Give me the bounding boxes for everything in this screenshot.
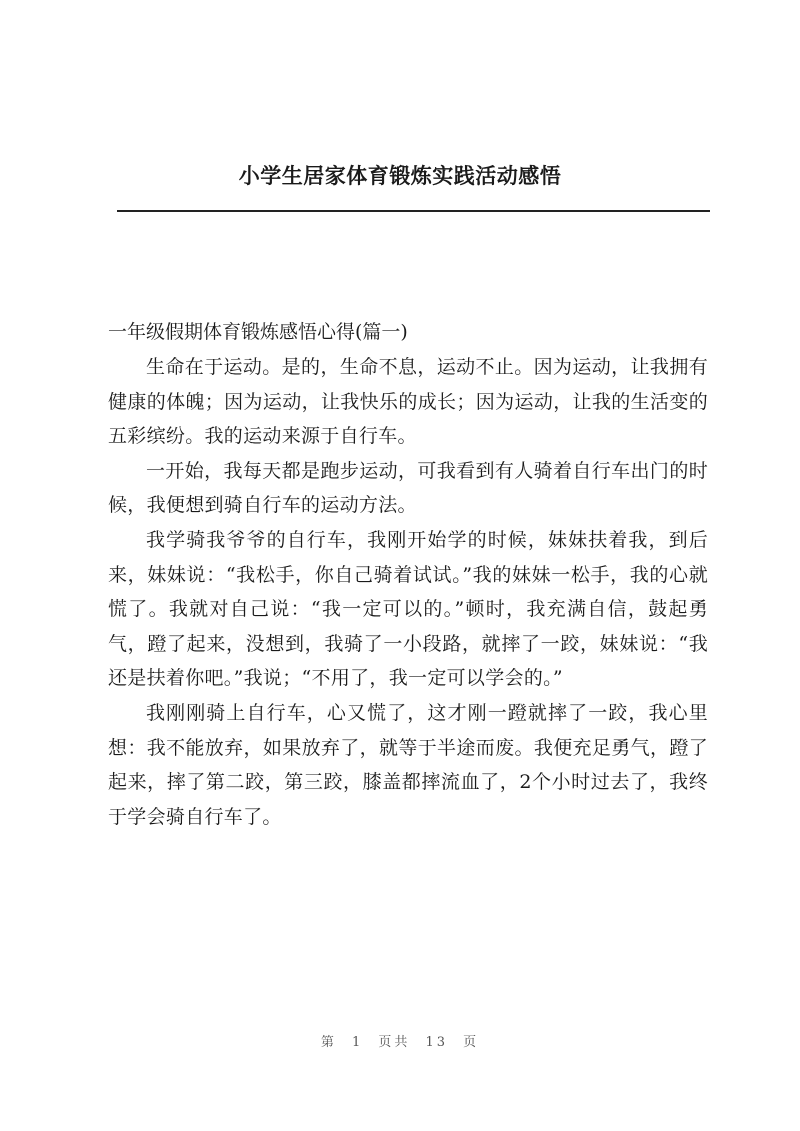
title-underline bbox=[117, 210, 710, 212]
paragraph: 我刚刚骑上自行车，心又慌了，这才刚一蹬就摔了一跤，我心里想：我不能放弃，如果放弃了，就等于半途而废。我便充足勇气，蹬了起来，摔了第二跤，第三跤，膝盖都摔流血了，2个小时过去了，我终于学会骑自行车了。 bbox=[108, 701, 708, 828]
page-number-footer: 第 1 页共 13 页 bbox=[320, 1035, 480, 1050]
paragraph: 一开始，我每天都是跑步运动，可我看到有人骑着自行车出门的时候，我便想到骑自行车的运动方法。 bbox=[108, 459, 708, 517]
document-body bbox=[108, 316, 708, 834]
paragraph: 我学骑我爷爷的自行车，我刚开始学的时候，妹妹扶着我，到后来，妹妹说：“我松手，你自己骑着试试。”我的妹妹一松手，我的心就慌了。我就对自己说：“我一定可以的。”顿时，我充满自信，鼓起勇气，蹬了起来，没想到，我骑了一小段路，就摔了一跤，妹妹说：“我还是扶着你吧。”我说；“不用了，我一定可以学会的。” bbox=[108, 528, 708, 690]
document-title: 小学生居家体育锻炼实践活动感悟 bbox=[238, 164, 562, 188]
paragraph: 生命在于运动。是的，生命不息，运动不止。因为运动，让我拥有健康的体魄；因为运动，让我快乐的成长；因为运动，让我的生活变的五彩缤纷。我的运动来源于自行车。 bbox=[108, 356, 708, 448]
section-heading: 一年级假期体育锻炼感悟心得(篇一) bbox=[108, 321, 408, 343]
